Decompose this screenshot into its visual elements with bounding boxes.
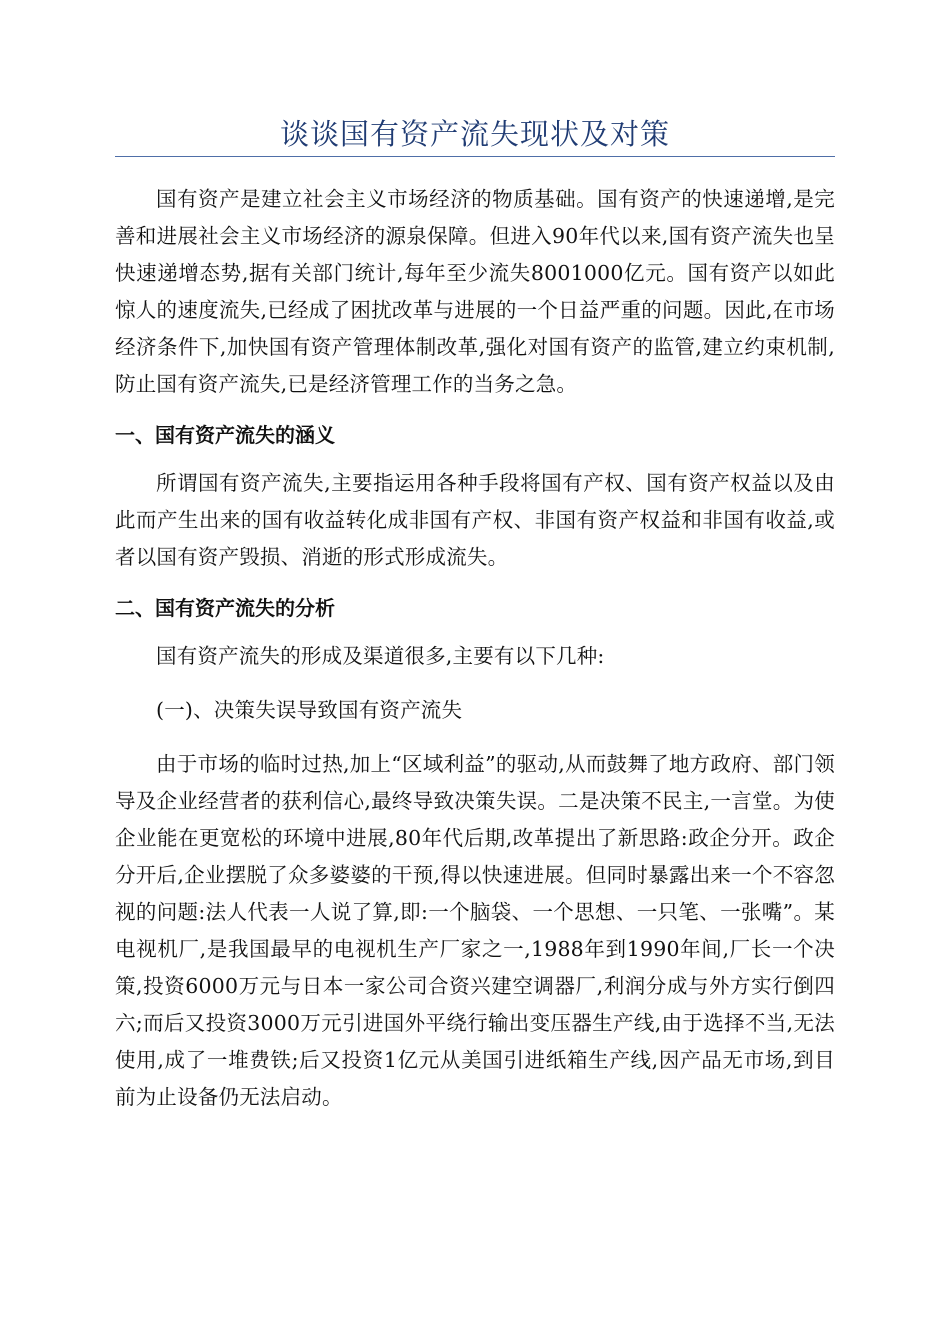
section-heading-analysis: 二、国有资产流失的分析 <box>115 596 335 620</box>
intro-paragraph: 国有资产是建立社会主义市场经济的物质基础。国有资产的快速递增,是完善和进展社会主义市场经济的源泉保障。但进入90年代以来,国有资产流失也呈快速递增态势,据有关部门统计,每年至少流失8001000亿元。国有资产以如此惊人的速度流失,已经成了困扰改革与进展的一个日益严重的问题。因此,在市场经济条件下,加快国有资产管理体制改革,强化对国有资产的监管,建立约束机制,防止国有资产流失,已是经济管理工作的当务之急。 <box>115 187 835 396</box>
definition-paragraph: 所谓国有资产流失,主要指运用各种手段将国有产权、国有资产权益以及由此而产生出来的国有收益转化成非国有产权、非国有资产权益和非国有收益,或者以国有资产毁损、消逝的形式形成流失。 <box>115 471 835 569</box>
decision-errors-paragraph: 由于市场的临时过热,加上“区域利益”的驱动,从而鼓舞了地方政府、部门领导及企业经营者的获利信心,最终导致决策失误。二是决策不民主,一言堂。为使企业能在更宽松的环境中进展,80年代后期,改革提出了新思路:政企分开。政企分开后,企业摆脱了众多婆婆的干预,得以快速进展。但同时暴露出来一个不容忽视的问题:法人代表一人说了算,即:一个脑袋、一个思想、一只笔、一张嘴”。某电视机厂,是我国最早的电视机生产厂家之一,1988年到1990年间,厂长一个决策,投资6000万元与日本一家公司合资兴建空调器厂,利润分成与外方实行倒四六;而后又投资3000万元引进国外平绕行输出变压器生产线,由于选择不当,无法使用,成了一堆费铁;后又投资1亿元从美国引进纸箱生产线,因产品无市场,到目前为止设备仍无法启动。 <box>115 752 835 1109</box>
analysis-lead-paragraph: 国有资产流失的形成及渠道很多,主要有以下几种: <box>156 644 605 668</box>
section-heading-definition: 一、国有资产流失的涵义 <box>115 423 335 447</box>
document-page <box>115 112 835 1116</box>
document-title: 谈谈国有资产流失现状及对策 <box>279 117 670 151</box>
title-underline <box>115 156 835 157</box>
subsection-heading-decision-errors: (一)、决策失误导致国有资产流失 <box>156 698 463 722</box>
